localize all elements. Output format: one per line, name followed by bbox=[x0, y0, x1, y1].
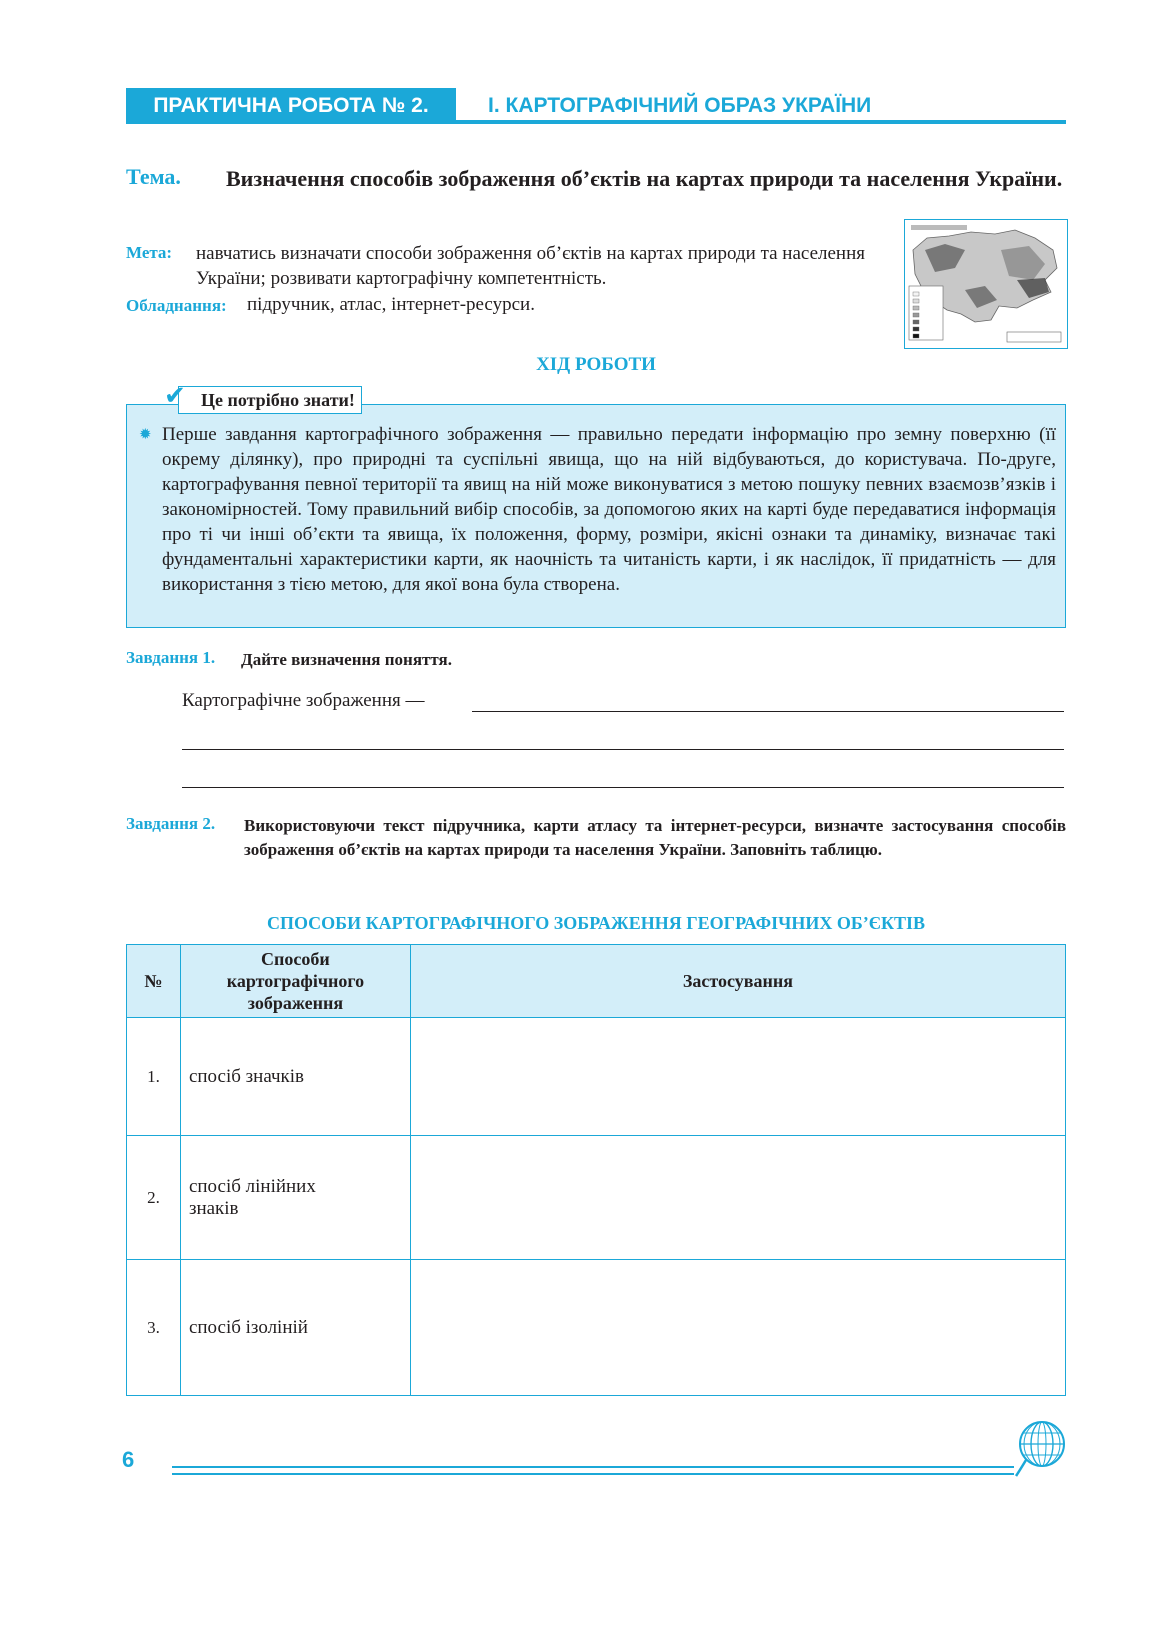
need-to-know-tab: Це потрібно знати! bbox=[178, 386, 362, 414]
equipment-label: Обладнання: bbox=[126, 296, 227, 315]
row-method: спосіб ізоліній bbox=[180, 1260, 410, 1396]
checkmark-icon: ✔ bbox=[164, 381, 186, 411]
row-number: 3. bbox=[127, 1260, 181, 1396]
topic-label: Тема. bbox=[126, 164, 181, 189]
globe-icon bbox=[1012, 1418, 1068, 1483]
task1-label: Завдання 1. bbox=[126, 648, 216, 667]
asterisk-bullet-icon: ✹ bbox=[139, 425, 152, 443]
map-image bbox=[905, 220, 1067, 348]
task1-text: Дайте визначення поняття. bbox=[241, 650, 452, 669]
work-progress-heading: ХІД РОБОТИ bbox=[536, 354, 656, 375]
ukraine-map-thumbnail bbox=[904, 219, 1068, 349]
footer-rule bbox=[172, 1473, 1014, 1475]
answer-line[interactable] bbox=[182, 787, 1064, 788]
topic-text: Визначення способів зображення об’єктів на картах природи та населення України. bbox=[226, 166, 1063, 191]
row-usage-cell[interactable] bbox=[410, 1018, 1065, 1136]
footer-rule bbox=[172, 1466, 1014, 1468]
table-row bbox=[127, 1260, 1066, 1396]
row-number: 2. bbox=[127, 1136, 181, 1260]
answer-line[interactable] bbox=[472, 711, 1064, 712]
row-number: 1. bbox=[127, 1018, 181, 1136]
answer-line[interactable] bbox=[182, 749, 1064, 750]
task2-text: Використовуючи текст підручника, карти атласу та інтернет-ресурси, визначте застосування способів зображення об’єктів на картах природи та населення України. Заповніть таблицю. bbox=[244, 816, 1066, 859]
table-row bbox=[127, 1136, 1066, 1260]
table-row bbox=[127, 1018, 1066, 1136]
header-rule bbox=[126, 120, 1066, 124]
goal-label: Мета: bbox=[126, 243, 173, 262]
equipment-text: підручник, атлас, інтернет-ресурси. bbox=[247, 294, 535, 315]
goal-text: навчатись визначати способи зображення об’єктів на картах природи та населення України; розвивати картографічну компетентність. bbox=[196, 243, 865, 289]
header-methods: Способи картографічного зображення bbox=[180, 945, 410, 1018]
definition-prompt: Картографічне зображення — bbox=[182, 690, 425, 711]
row-method: спосіб лінійних знаків bbox=[180, 1136, 410, 1260]
row-usage-cell[interactable] bbox=[410, 1136, 1065, 1260]
info-text: Перше завдання картографічного зображення — правильно передати інформацію про земну поверхню (її окрему ділянку), про природні та суспільні явища, що на ній відбуваються, до користувача. По-друге, картографування певної території та явищ на ній може виконуватися з метою пошуку певних взаємозв’язків і закономірностей. Тому правильний вибір способів, за допомогою яких на карті буде передаватися інформація про ті чи інші об’єкти та явища, їх положення, форму, розміри, якісні ознаки та динаміку, визначає такі фундаментальні характеристики карти, як наочність та читаність карти, і як наслідок, її придатність — для використання з тією метою, для якої вона була створена. bbox=[162, 424, 1056, 595]
task2-label: Завдання 2. bbox=[126, 814, 216, 833]
header-number: № bbox=[127, 945, 181, 1018]
row-usage-cell[interactable] bbox=[410, 1260, 1065, 1396]
methods-table bbox=[126, 944, 1066, 1396]
table-title: СПОСОБИ КАРТОГРАФІЧНОГО ЗОБРАЖЕННЯ ГЕОГРАФІЧНИХ ОБ’ЄКТІВ bbox=[266, 913, 926, 933]
header-usage: Застосування bbox=[410, 945, 1065, 1018]
page-number: 6 bbox=[122, 1447, 135, 1472]
row-method: спосіб значків bbox=[180, 1018, 410, 1136]
practical-work-title: ПРАКТИЧНА РОБОТА № 2. bbox=[153, 94, 429, 117]
section-title: І. КАРТОГРАФІЧНИЙ ОБРАЗ УКРАЇНИ bbox=[488, 94, 872, 117]
table-header-row bbox=[127, 945, 1066, 1018]
